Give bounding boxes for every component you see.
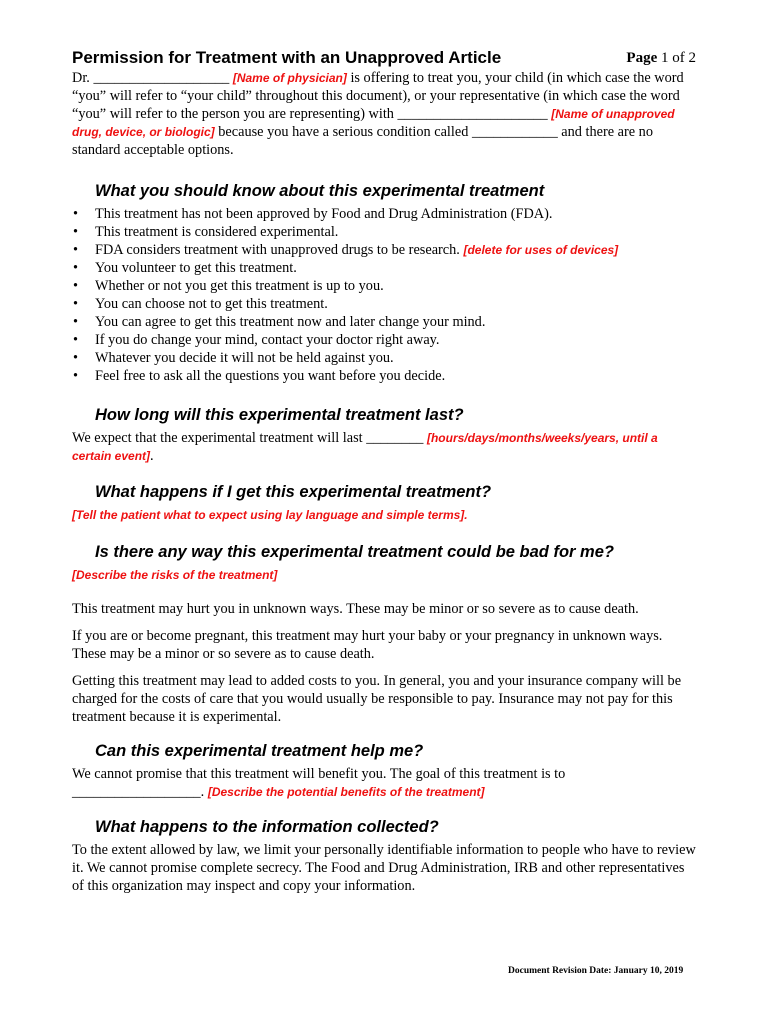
bullet-icon: •: [73, 278, 79, 294]
risk-paragraph: This treatment may hurt you in unknown ways. These may be minor or so severe as to cause death.: [72, 601, 639, 617]
risks-placeholder: [Describe the risks of the treatment]: [72, 568, 278, 582]
bullet-icon: •: [73, 224, 79, 240]
list-item: [72, 259, 698, 277]
bullet-list: [72, 205, 698, 385]
section-know: [72, 181, 698, 385]
list-item: [72, 295, 698, 313]
list-item: [72, 277, 698, 295]
duration-placeholder: [hours/days/months/weeks/years, until a certain event]: [72, 431, 658, 463]
document-title: Permission for Treatment with an Unapproved Article: [72, 48, 502, 67]
section-heading: What happens to the information collected?: [95, 818, 439, 836]
page-label: Page: [626, 50, 658, 66]
list-item-text: Feel free to ask all the questions you want before you decide.: [95, 368, 446, 384]
section-heading: What happens if I get this experimental treatment?: [95, 483, 492, 501]
list-item-text: You can agree to get this treatment now and later change your mind.: [95, 314, 486, 330]
benefits-text: We cannot promise that this treatment will benefit you. The goal of this treatment is to __________________.: [72, 766, 566, 800]
list-item-text: Whatever you decide it will not be held against you.: [95, 350, 394, 366]
section-benefits: [72, 741, 698, 801]
risk-paragraph: Getting this treatment may lead to added costs to you. In general, you and your insurance company will be charged for the costs of care that you would usually be responsible to pay. Insurance may not pay for this treatment because it is experimental.: [72, 673, 682, 725]
list-item: [72, 205, 698, 223]
section-heading: Can this experimental treatment help me?: [95, 742, 424, 760]
list-item-text: If you do change your mind, contact your doctor right away.: [95, 332, 440, 348]
list-item-text: This treatment has not been approved by Food and Drug Administration (FDA).: [95, 206, 553, 222]
list-item-text: This treatment is considered experimental.: [95, 224, 339, 240]
duration-text: We expect that the experimental treatment will last ________: [72, 430, 427, 446]
expectation-placeholder: [Tell the patient what to expect using lay language and simple terms].: [72, 508, 468, 522]
benefits-paragraph: [72, 765, 698, 801]
page-number: [626, 50, 696, 67]
bullet-icon: •: [73, 350, 79, 366]
bullet-icon: •: [73, 314, 79, 330]
list-item: [72, 367, 698, 385]
physician-placeholder: [Name of physician]: [232, 71, 347, 85]
list-item: [72, 349, 698, 367]
document-page: [72, 44, 698, 895]
intro-text-2: is offering to treat you, your child (in which case the word “you” will refer to “your child” throughout this document), or your representative (in which case the word “you” will refer to the person you are representing) with _____________________: [72, 70, 684, 122]
intro-text-3: because you have a serious condition called ____________ and there are no standard acceptable options.: [72, 124, 653, 158]
information-paragraph: To the extent allowed by law, we limit your personally identifiable information to people who have to review it. We cannot promise complete secrecy. The Food and Drug Administration, IRB and other representatives of this organization may inspect and copy your information.: [72, 842, 696, 894]
duration-end: .: [150, 448, 154, 464]
page-of: 1 of 2: [661, 50, 696, 66]
list-item-text: You can choose not to get this treatment.: [95, 296, 328, 312]
intro-text-1: Dr. ___________________: [72, 70, 233, 86]
list-item-text: FDA considers treatment with unapproved drugs to be research.: [95, 242, 460, 258]
section-risks: [72, 542, 698, 726]
article-placeholder: [Name of unapproved drug, device, or biologic]: [72, 107, 675, 139]
bullet-icon: •: [73, 260, 79, 276]
section-heading: What you should know about this experimental treatment: [95, 182, 545, 200]
intro-paragraph: [72, 69, 698, 159]
title-row: [72, 44, 698, 68]
bullet-icon: •: [73, 242, 79, 258]
bullet-icon: •: [73, 368, 79, 384]
list-item-text: Whether or not you get this treatment is up to you.: [95, 278, 384, 294]
section-what-happens: [72, 482, 698, 524]
revision-date: Document Revision Date: January 10, 2019: [508, 966, 684, 976]
section-heading: Is there any way this experimental treatment could be bad for me?: [95, 543, 614, 561]
list-item: [72, 223, 698, 241]
risk-paragraph: If you are or become pregnant, this treatment may hurt your baby or your pregnancy in unknown ways. These may be a minor or so severe as to cause death.: [72, 628, 663, 662]
section-duration: [72, 405, 698, 465]
benefits-placeholder: [Describe the potential benefits of the treatment]: [207, 785, 485, 799]
duration-paragraph: [72, 429, 698, 465]
section-heading: How long will this experimental treatment last?: [95, 406, 464, 424]
list-item-text: You volunteer to get this treatment.: [95, 260, 297, 276]
devices-note: [delete for uses of devices]: [463, 243, 619, 257]
bullet-icon: •: [73, 206, 79, 222]
bullet-icon: •: [73, 332, 79, 348]
list-item: [72, 313, 698, 331]
section-information: [72, 817, 698, 895]
list-item: [72, 241, 698, 259]
bullet-icon: •: [73, 296, 79, 312]
list-item: [72, 331, 698, 349]
